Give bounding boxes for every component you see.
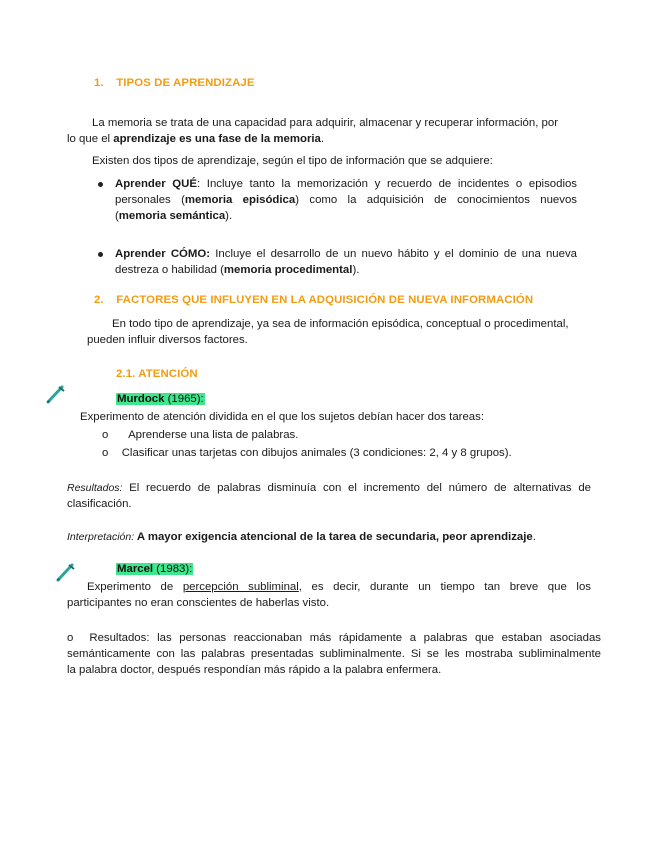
- murdock-year: (1965):: [164, 393, 204, 405]
- murdock-name: Murdock: [117, 393, 165, 405]
- murdock-heading: [116, 391, 205, 407]
- bullet1-line1: Aprender QUÉ: Incluye tanto la memorización y recuerdo de incidentes o episodios: [115, 178, 578, 190]
- marcel-experiment-line1: Experimento de percepción subliminal, es decir, durante un tiempo tan breve que los: [87, 581, 591, 593]
- section1-heading: [94, 77, 255, 89]
- bullet2-line1: Aprender CÓMO: Incluye el desarrollo de un nuevo hábito y el dominio de una nueva: [115, 248, 578, 260]
- pen-icon: [55, 561, 77, 583]
- results-label: Resultados:: [67, 482, 123, 494]
- marcel-name: Marcel: [117, 563, 154, 575]
- bullet-dot: [98, 252, 103, 257]
- bullet-dot: [98, 182, 103, 187]
- bullet1-line2: personales (memoria episódica) como la adquisición de conocimientos nuevos: [115, 194, 577, 206]
- section1-number: 1.: [94, 77, 104, 89]
- marcel-heading: [116, 561, 193, 577]
- murdock-interpretation: Interpretación: A mayor exigencia atencional de la tarea de secundaria, peor aprendizaje.: [67, 531, 536, 543]
- section1-intro-line1: La memoria se trata de una capacidad para adquirir, almacenar y recuperar información, por: [92, 117, 558, 129]
- section2-title: FACTORES QUE INFLUYEN EN LA ADQUISICIÓN DE NUEVA INFORMACIÓN: [116, 294, 534, 306]
- key-phrase: aprendizaje es una fase de la memoria: [113, 133, 321, 145]
- pen-icon: [45, 383, 67, 405]
- murdock-results-line2: clasificación.: [67, 498, 132, 510]
- list-marker: o: [67, 632, 74, 644]
- list-marker: o: [102, 429, 109, 441]
- list-item: o Aprenderse una lista de palabras.: [102, 429, 299, 441]
- marcel-results-line1: o Resultados: las personas reaccionaban más rápidamente a palabras que estaban asociadas: [67, 632, 601, 644]
- list-item: o Clasificar unas tarjetas con dibujos animales (3 condiciones: 2, 4 y 8 grupos).: [102, 447, 512, 459]
- murdock-results-line1: Resultados: El recuerdo de palabras disminuía con el incremento del número de alternativas de: [67, 482, 591, 494]
- subliminal-term: percepción subliminal: [182, 581, 299, 593]
- bullet1-line3: (memoria semántica).: [115, 210, 233, 222]
- section1-title: TIPOS DE APRENDIZAJE: [116, 77, 255, 89]
- section2-intro-line2: pueden influir diversos factores.: [87, 334, 248, 346]
- marcel-year: (1983):: [153, 563, 193, 575]
- section2-intro-line1: En todo tipo de aprendizaje, ya sea de información episódica, conceptual o procedimental,: [112, 318, 569, 330]
- list-marker: o: [102, 447, 109, 459]
- bullet2-label: Aprender CÓMO:: [115, 248, 211, 260]
- section2-number: 2.: [94, 294, 104, 306]
- bullet1-label: Aprender QUÉ: [115, 178, 197, 190]
- interpretation-label: Interpretación:: [67, 531, 135, 543]
- section1-intro-line2: lo que el aprendizaje es una fase de la memoria.: [67, 133, 325, 145]
- bullet2-line2: destreza o habilidad (memoria procedimental).: [115, 264, 360, 276]
- murdock-experiment: Experimento de atención dividida en el que los sujetos debían hacer dos tareas:: [80, 411, 484, 423]
- subsection-title: 2.1. ATENCIÓN: [116, 368, 198, 380]
- marcel-experiment-line2: participantes no eran conscientes de haberlas visto.: [67, 597, 330, 609]
- types-intro: Existen dos tipos de aprendizaje, según el tipo de información que se adquiere:: [92, 155, 493, 167]
- section2-heading: [94, 294, 533, 306]
- marcel-results-line2: semánticamente con las palabras presentadas subliminalmente. Si se les mostraba subliminalmente: [67, 648, 601, 660]
- marcel-results-line3: la palabra doctor, después respondían más rápido a la palabra enfermera.: [67, 664, 442, 676]
